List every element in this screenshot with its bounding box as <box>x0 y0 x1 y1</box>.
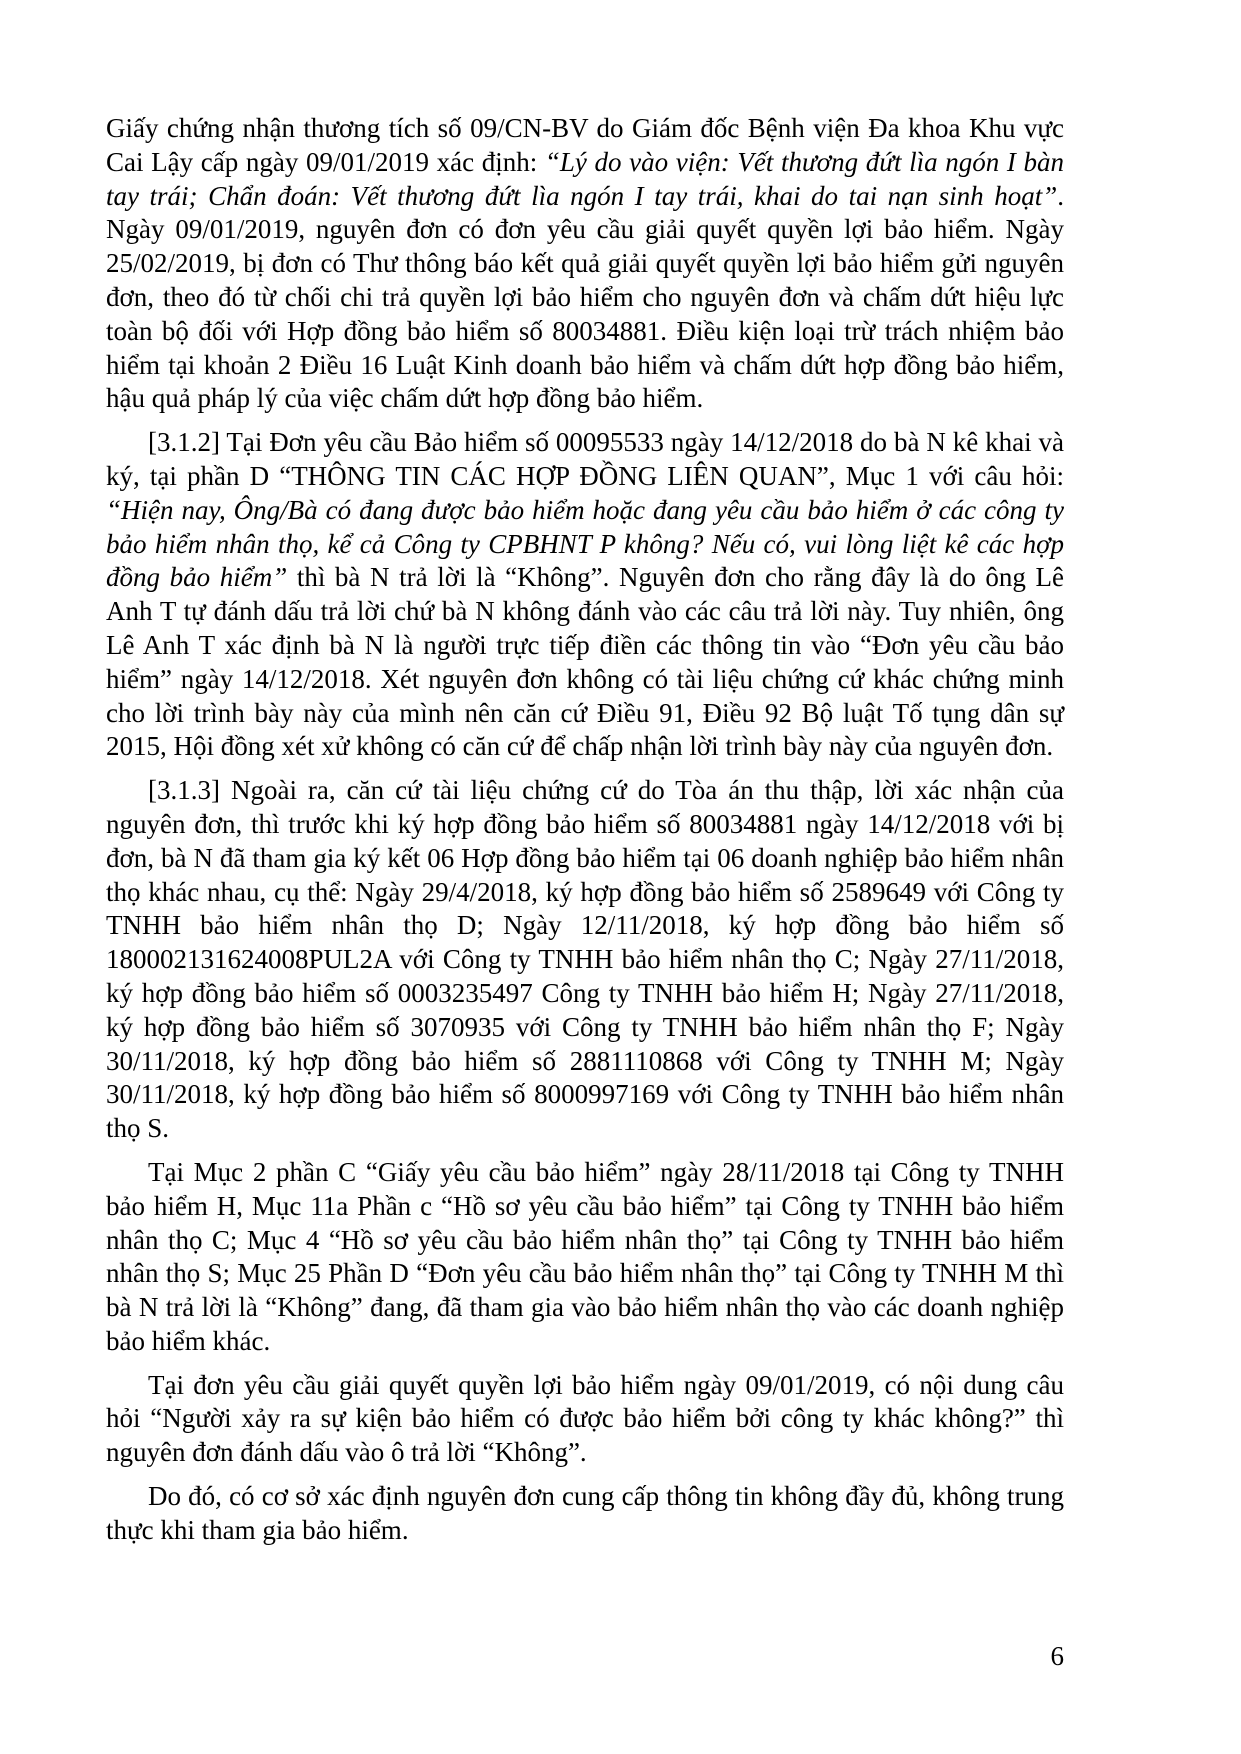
text-run: “Hiện nay, Ông/Bà có đang được bảo hiểm hoặc đang yêu cầu bảo hiểm ở các công ty bảo hiểm nhân thọ, kể cả Công ty CPBHNT P không? Nếu có, vui lòng liệt kê các hợp đồng bảo hiểm” <box>106 494 1064 593</box>
text-run: Giấy chứng nhận thương tích số 09/CN-BV do Giám đốc Bệnh viện Đa khoa Khu vực Cai Lậy cấp ngày 09/01/2019 xác định: <box>106 113 1064 177</box>
paragraph <box>106 112 1064 416</box>
paragraph <box>106 426 1064 764</box>
text-run: [3.1.3] Ngoài ra, căn cứ tài liệu chứng cứ do Tòa án thu thập, lời xác nhận của nguyên đơn, thì trước khi ký hợp đồng bảo hiểm số 80034881 ngày 14/12/2018 với bị đơn, bà N đã tham gia ký kết 06 Hợp đồng bảo hiểm tại 06 doanh nghiệp bảo hiểm nhân thọ khác nhau, cụ thể: Ngày 29/4/2018, ký hợp đồng bảo hiểm số 2589649 với Công ty TNHH bảo hiểm nhân thọ D; Ngày 12/11/2018, ký hợp đồng bảo hiểm số 180002131624008PUL2A với Công ty TNHH bảo hiểm nhân thọ C; Ngày 27/11/2018, ký hợp đồng bảo hiểm số 0003235497 Công ty TNHH bảo hiểm H; Ngày 27/11/2018, ký hợp đồng bảo hiểm số 3070935 với Công ty TNHH bảo hiểm nhân thọ F; Ngày 30/11/2018, ký hợp đồng bảo hiểm số 2881110868 với Công ty TNHH M; Ngày 30/11/2018, ký hợp đồng bảo hiểm số 8000997169 với Công ty TNHH bảo hiểm nhân thọ S. <box>106 775 1064 1144</box>
paragraph <box>106 1369 1064 1470</box>
paragraph <box>106 1480 1064 1548</box>
text-run: thì bà N trả lời là “Không”. Nguyên đơn cho rằng đây là do ông Lê Anh T tự đánh dấu trả lời chứ bà N không đánh vào các câu trả lời này. Tuy nhiên, ông Lê Anh T xác định bà N là người trực tiếp điền các thông tin vào “Đơn yêu cầu bảo hiểm” ngày 14/12/2018. Xét nguyên đơn không có tài liệu chứng cứ khác chứng minh cho lời trình bày này của mình nên căn cứ Điều 91, Điều 92 Bộ luật Tố tụng dân sự 2015, Hội đồng xét xử không có căn cứ để chấp nhận lời trình bày này của nguyên đơn. <box>106 562 1065 762</box>
text-run: “Lý do vào viện: Vết thương đứt lìa ngón I bàn tay trái; Chẩn đoán: Vết thương đứt lìa ngón I tay trái, khai do tai nạn sinh hoạt” <box>106 146 1064 211</box>
text-run: Tại Mục 2 phần C “Giấy yêu cầu bảo hiểm” ngày 28/11/2018 tại Công ty TNHH bảo hiểm H, Mục 11a Phần c “Hồ sơ yêu cầu bảo hiểm” tại Công ty TNHH bảo hiểm nhân thọ C; Mục 4 “Hồ sơ yêu cầu bảo hiểm nhân thọ” tại Công ty TNHH bảo hiểm nhân thọ S; Mục 25 Phần D “Đơn yêu cầu bảo hiểm nhân thọ” tại Công ty TNHH M thì bà N trả lời là “Không” đang, đã tham gia vào bảo hiểm nhân thọ vào các doanh nghiệp bảo hiểm khác. <box>106 1156 1064 1356</box>
paragraph <box>106 774 1064 1146</box>
text-run: Tại đơn yêu cầu giải quyết quyền lợi bảo hiểm ngày 09/01/2019, có nội dung câu hỏi “Người xảy ra sự kiện bảo hiểm có được bảo hiểm bởi công ty khác không?” thì nguyên đơn đánh dấu vào ô trả lời “Không”. <box>106 1369 1064 1468</box>
text-run: . Ngày 09/01/2019, nguyên đơn có đơn yêu cầu giải quyết quyền lợi bảo hiểm. Ngày 25/02/2019, bị đơn có Thư thông báo kết quả giải quyết quyền lợi bảo hiểm gửi nguyên đơn, theo đó từ chối chi trả quyền lợi bảo hiểm cho nguyên đơn và chấm dứt hiệu lực toàn bộ đối với Hợp đồng bảo hiểm số 80034881. Điều kiện loại trừ trách nhiệm bảo hiểm tại khoản 2 Điều 16 Luật Kinh doanh bảo hiểm và chấm dứt hợp đồng bảo hiểm, hậu quả pháp lý của việc chấm dứt hợp đồng bảo hiểm. <box>106 180 1064 414</box>
text-run: Do đó, có cơ sở xác định nguyên đơn cung cấp thông tin không đầy đủ, không trung thực khi tham gia bảo hiểm. <box>106 1481 1064 1545</box>
paragraph <box>106 1156 1064 1359</box>
page-number: 6 <box>1050 1641 1064 1671</box>
document-body <box>106 112 1064 1558</box>
text-run: [3.1.2] Tại Đơn yêu cầu Bảo hiểm số 00095533 ngày 14/12/2018 do bà N kê khai và ký, tại phần D “THÔNG TIN CÁC HỢP ĐỒNG LIÊN QUAN”, Mục 1 với câu hỏi: <box>106 427 1064 491</box>
